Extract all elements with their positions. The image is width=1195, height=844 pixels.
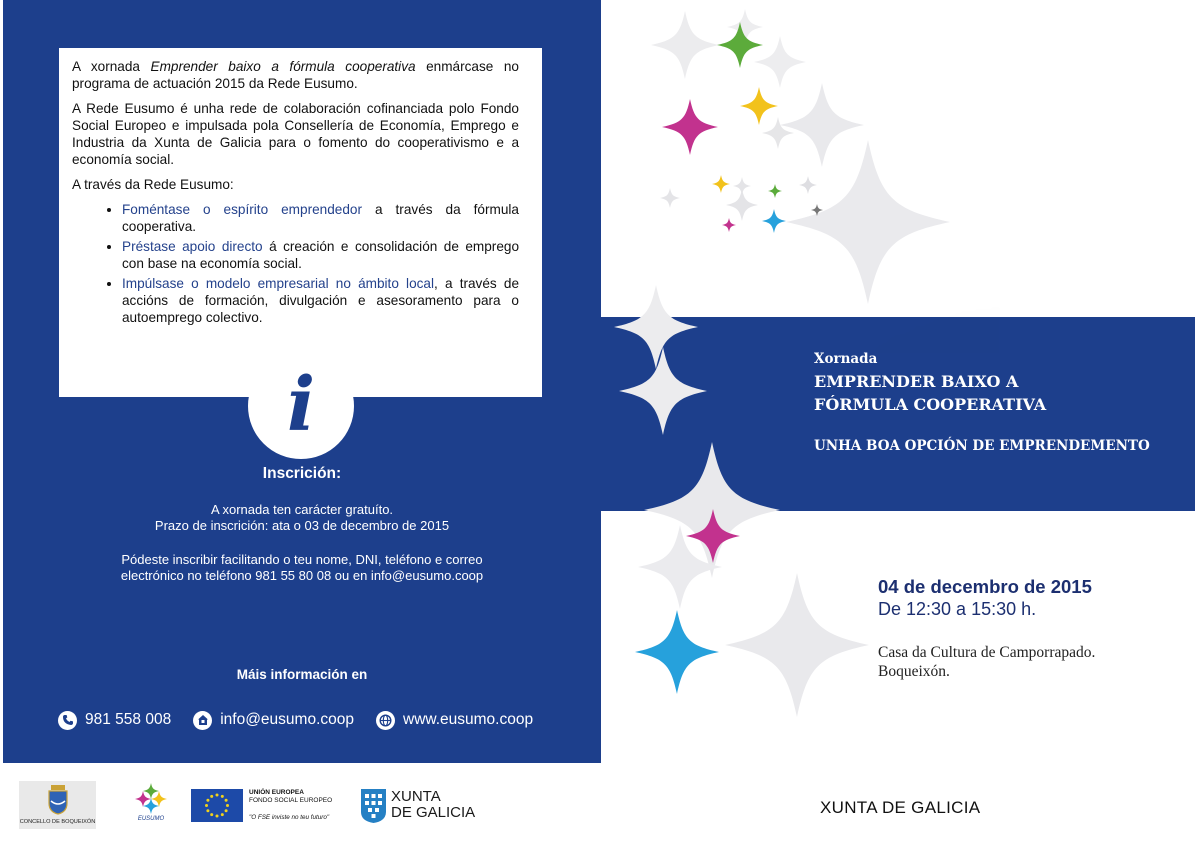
eusumo-logo <box>132 783 170 827</box>
star-shape <box>768 184 782 198</box>
star-shape <box>754 36 806 88</box>
star-shape <box>619 347 707 435</box>
registration-title: Inscrición: <box>262 465 342 482</box>
event-title-line-2: FÓRMULA COOPERATIVA <box>814 395 1047 414</box>
registration-how-1: Pódeste inscribir facilitando o teu nome, DNI, teléfono e correo <box>121 552 483 567</box>
event-title-line-1: EMPRENDER BAIXO A <box>814 372 1019 391</box>
info-icon: i <box>248 353 354 459</box>
coat-of-arms-icon <box>47 785 69 815</box>
xunta-text-right: XUNTA DE GALICIA <box>820 798 981 817</box>
xunta-logo <box>360 788 480 824</box>
eu-motto: "O FSE inviste no teu futuro" <box>249 814 330 821</box>
registration-how-2: electrónico no teléfono 981 55 80 08 ou en info@eusumo.coop <box>120 568 484 583</box>
star-shape <box>780 83 864 167</box>
event-venue <box>878 643 1095 681</box>
registration-deadline: Prazo de inscrición: ata o 03 de decembro de 2015 <box>154 518 450 533</box>
star-shape <box>722 218 736 232</box>
star-shape <box>725 573 869 717</box>
event-subtitle: UNHA BOA OPCIÓN DE EMPRENDEMENTO <box>814 438 1150 454</box>
star-shape <box>712 175 730 193</box>
event-kicker: Xornada <box>814 351 878 367</box>
star-shape <box>740 87 778 125</box>
eu-text <box>249 789 349 822</box>
list-item: • Foméntase o espírito emprendedor a través da fórmula cooperativa. <box>122 201 519 235</box>
star-shape <box>717 22 763 68</box>
star-shape <box>762 117 794 149</box>
xunta-line-2: DE GALICIA <box>391 804 476 821</box>
intro-paragraph-2: A Rede Eusumo é unha rede de colaboración cofinanciada polo Fondo Social Europeo e impulsada pola Consellería de Economía, Emprego e Industria da Xunta de Galicia para o fomento do cooperativismo e a economía social. <box>72 101 519 167</box>
phone-number: 981 558 008 <box>85 711 172 728</box>
venue-line-1: Casa da Cultura de Camporrapado. <box>878 644 1096 661</box>
star-shape <box>662 99 718 155</box>
star-shape <box>614 285 698 369</box>
event-date: 04 de decembro de 2015 <box>878 576 1092 597</box>
star-shape <box>651 11 719 79</box>
star-shape <box>733 177 751 195</box>
concello-label: CONCELLO DE BOQUEIXÓN <box>19 819 96 825</box>
list-item: • Préstase apoio directo á creación e consolidación de emprego con base na economía social. <box>122 238 519 272</box>
venue-line-2: Boqueixón. <box>878 663 950 680</box>
email-address: info@eusumo.coop <box>220 711 354 728</box>
star-shape <box>762 209 786 233</box>
event-time: De 12:30 a 15:30 h. <box>878 599 1037 619</box>
concello-boqueixon-logo <box>19 781 96 829</box>
more-info-title: Máis información en <box>236 667 368 682</box>
eu-flag-logo <box>191 789 243 822</box>
intro-paragraph-3: A través da Rede Eusumo: <box>72 177 234 192</box>
list-item: • Impúlsase o modelo empresarial no ámbito local, a través de accións de formación, divulgación e asesoramento para o autoemprego colectivo. <box>122 275 519 326</box>
star-shape <box>660 188 680 208</box>
web-address: www.eusumo.coop <box>403 711 534 728</box>
star-shape <box>786 140 950 304</box>
registration-free: A xornada ten carácter gratuíto. <box>210 502 394 517</box>
eu-stars-icon <box>191 789 243 822</box>
eu-line-1: UNIÓN EUROPEA <box>249 789 304 796</box>
eusumo-star-icon <box>132 783 170 815</box>
star-shape <box>635 610 719 694</box>
star-shape <box>799 176 817 194</box>
eusumo-label: EUSUMO <box>137 816 165 822</box>
intro-paragraph-1: A xornada Emprender baixo a fórmula cooperativa enmárcase no programa de actuación 2015 da Rede Eusumo. <box>72 59 519 91</box>
xunta-line-1: XUNTA <box>391 788 441 805</box>
xunta-shield-icon <box>360 788 387 824</box>
eu-line-2: FONDO SOCIAL EUROPEO <box>249 797 333 804</box>
